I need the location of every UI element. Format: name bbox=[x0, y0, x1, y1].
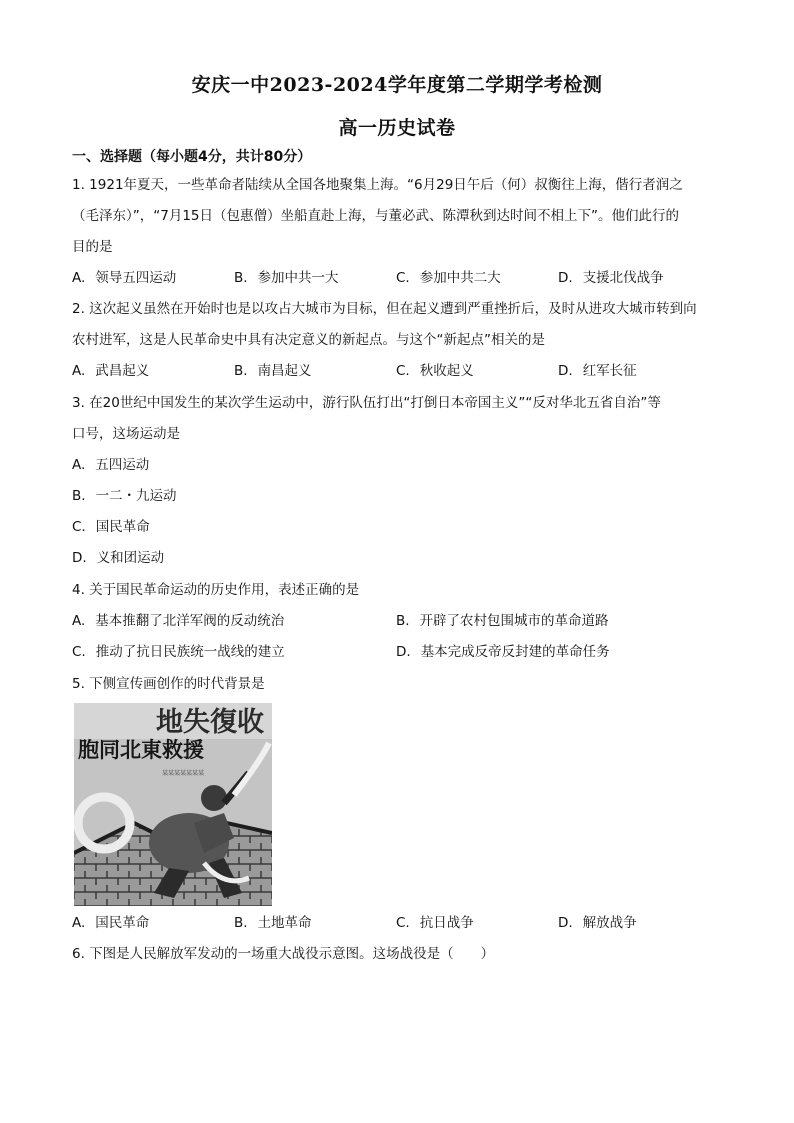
question-6-line-1: 6. 下图是人民解放军发动的一场重大战役示意图。这场战役是（ ） bbox=[72, 946, 495, 962]
question-5-option-a: A. 国民革命 bbox=[72, 915, 150, 931]
question-3-option-d: D. 义和团运动 bbox=[72, 550, 165, 566]
question-3-line-2: 口号，这场运动是 bbox=[72, 426, 180, 442]
question-4-option-a: A. 基本推翻了北洋军阀的反动统治 bbox=[72, 613, 285, 629]
question-3-option-c: C. 国民革命 bbox=[72, 519, 150, 535]
question-1-option-a: A. 领导五四运动 bbox=[72, 270, 177, 286]
poster-slogan-main: 胞同北東救援 bbox=[78, 737, 204, 762]
question-5-option-d: D. 解放战争 bbox=[558, 915, 637, 931]
question-2-option-b: B. 南昌起义 bbox=[234, 363, 312, 379]
question-1-option-b: B. 参加中共一大 bbox=[234, 270, 339, 286]
question-2-option-a: A. 武昌起义 bbox=[72, 363, 150, 379]
question-3-line-1: 3. 在20世纪中国发生的某次学生运动中，游行队伍打出“打倒日本帝国主义”“反对华北五省自治”等 bbox=[72, 395, 661, 411]
question-1-line-1: 1. 1921年夏天，一些革命者陆续从全国各地聚集上海。“6月29日午后（何）叔衡往上海，偕行者润之 bbox=[72, 177, 683, 193]
question-3-option-a: A. 五四运动 bbox=[72, 457, 150, 473]
exam-title: 安庆一中2023-2024学年度第二学期学考检测 bbox=[191, 74, 603, 96]
poster-small-caption: 某某某某某某某 bbox=[162, 770, 205, 777]
question-2-line-2: 农村进军，这是人民革命史中具有决定意义的新起点。与这个“新起点”相关的是 bbox=[72, 332, 545, 348]
poster-slogan-top: 地失復收 bbox=[156, 707, 264, 738]
question-1-option-d: D. 支援北伐战争 bbox=[558, 270, 664, 286]
question-4-option-b: B. 开辟了农村包围城市的革命道路 bbox=[396, 613, 609, 629]
question-1-line-3: 目的是 bbox=[72, 239, 113, 255]
question-2-option-c: C. 秋收起义 bbox=[396, 363, 474, 379]
exam-subtitle: 高一历史试卷 bbox=[338, 117, 456, 139]
question-1-line-2: （毛泽东）”，“7月15日（包惠僧）坐船直赴上海，与董必武、陈潭秋到达时间不相上下”。他们此行的 bbox=[72, 208, 679, 224]
question-2-option-d: D. 红军长征 bbox=[558, 363, 637, 379]
question-3-option-b: B. 一二・九运动 bbox=[72, 488, 177, 504]
question-5-line-1: 5. 下侧宣传画创作的时代背景是 bbox=[72, 676, 265, 692]
section-heading: 一、选择题（每小题4分，共计80分） bbox=[72, 149, 312, 165]
question-2-line-1: 2. 这次起义虽然在开始时也是以攻占大城市为目标，但在起义遭到严重挫折后，及时从进攻大城市转到向 bbox=[72, 301, 697, 317]
question-1-option-c: C. 参加中共二大 bbox=[396, 270, 501, 286]
question-4-option-c: C. 推动了抗日民族统一战线的建立 bbox=[72, 644, 285, 660]
question-4-line-1: 4. 关于国民革命运动的历史作用，表述正确的是 bbox=[72, 582, 360, 598]
question-5-option-c: C. 抗日战争 bbox=[396, 915, 474, 931]
question-4-option-d: D. 基本完成反帝反封建的革命任务 bbox=[396, 644, 610, 660]
propaganda-poster-image bbox=[74, 703, 272, 906]
question-5-option-b: B. 土地革命 bbox=[234, 915, 312, 931]
